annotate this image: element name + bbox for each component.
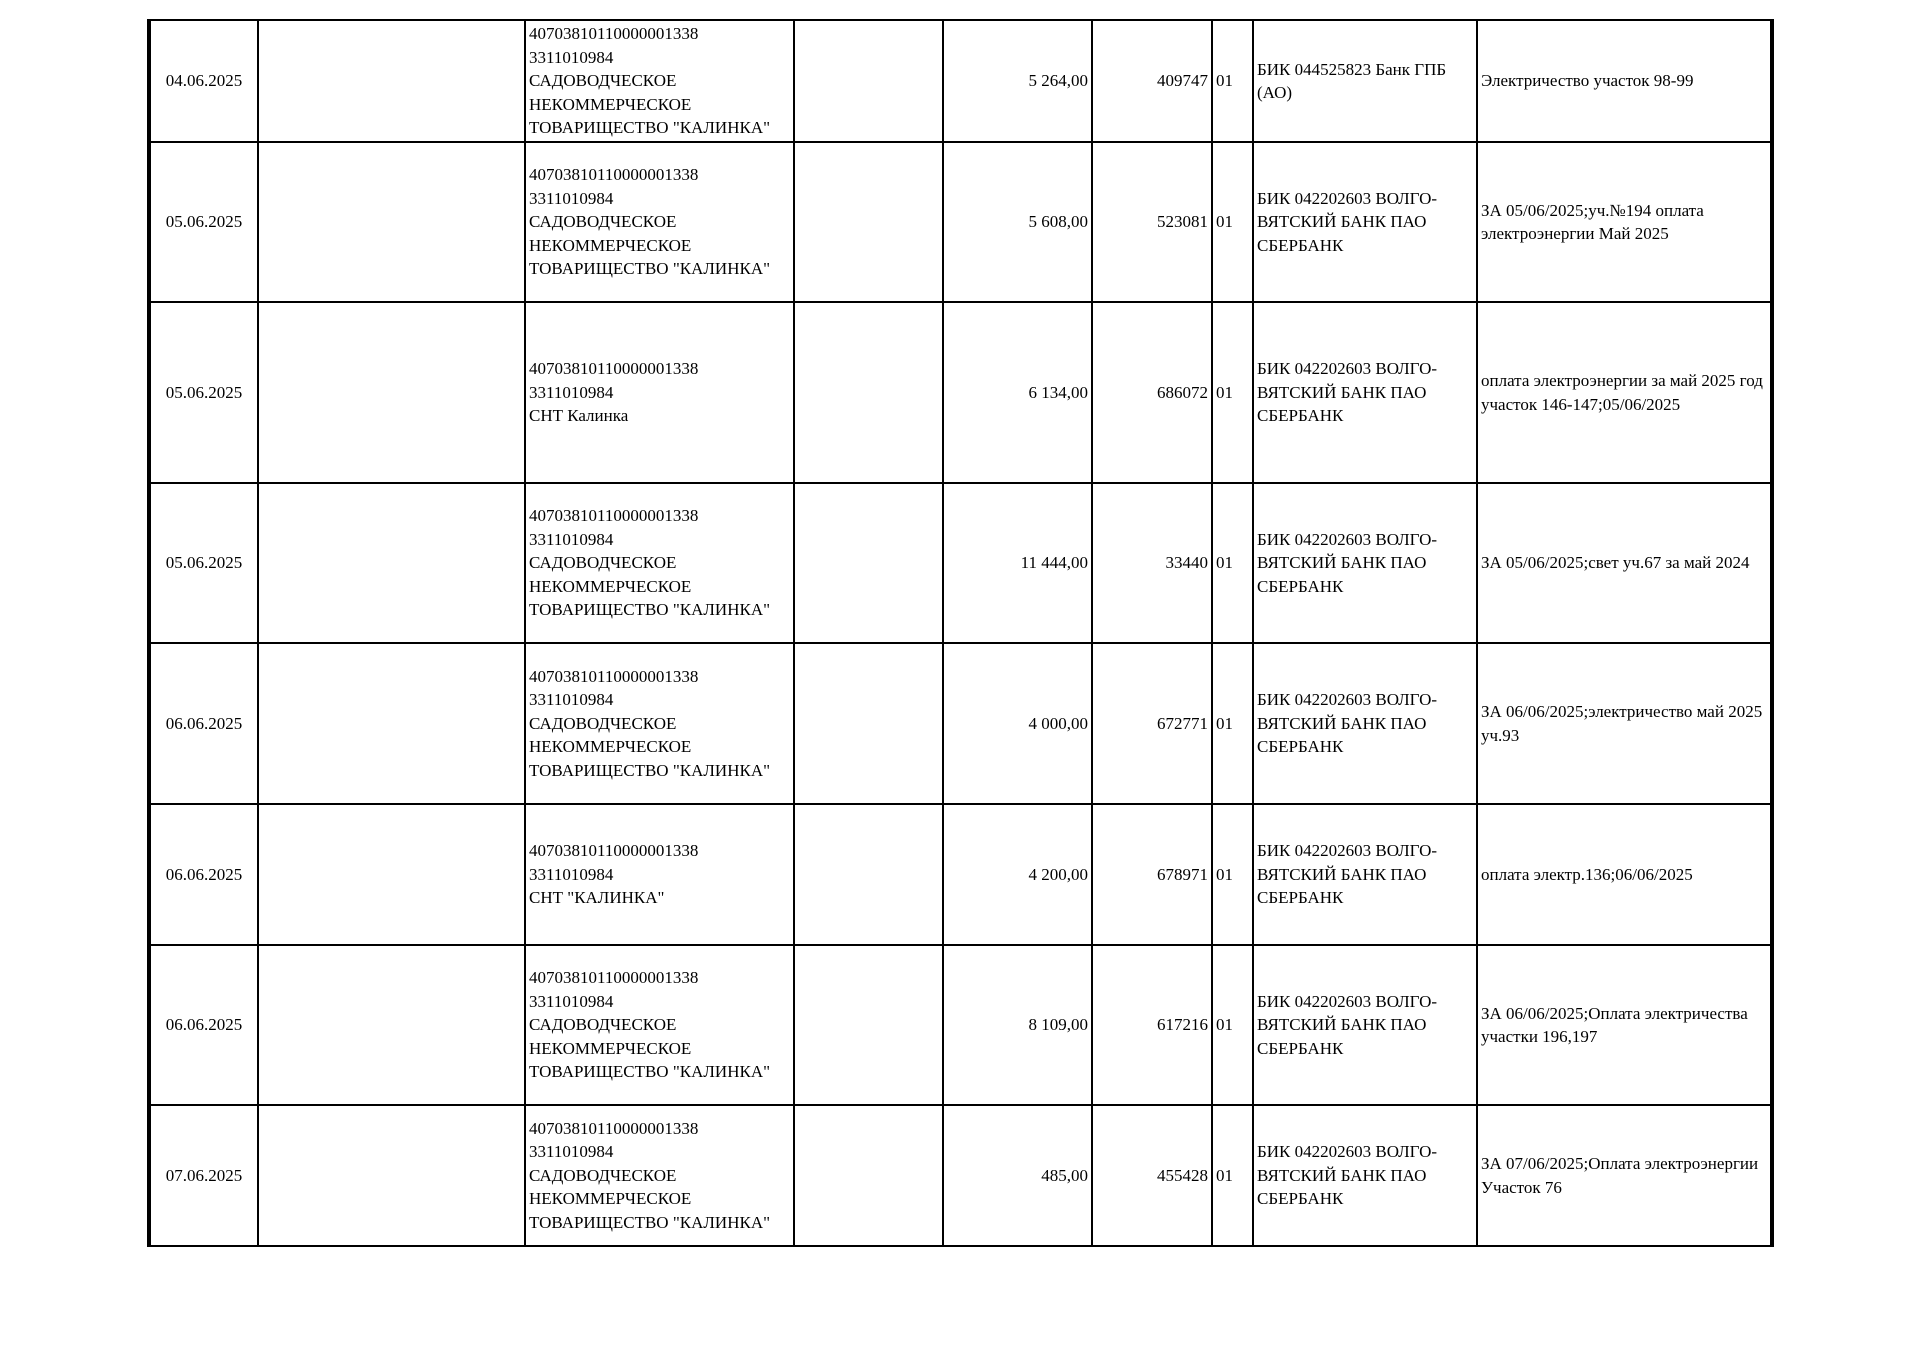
table-row <box>149 804 1772 945</box>
bank-details-cell: БИК 042202603 ВОЛГО-ВЯТСКИЙ БАНК ПАО СБЕРБАНК <box>1253 302 1477 483</box>
payer-details-cell <box>525 142 794 302</box>
amount-cell: 5 608,00 <box>943 142 1092 302</box>
document-number-cell: 672771 <box>1092 643 1212 804</box>
operation-date-cell: 06.06.2025 <box>149 643 258 804</box>
document-number-cell: 523081 <box>1092 142 1212 302</box>
payment-purpose-cell: ЗА 07/06/2025;Оплата электроэнергии Участок 76 <box>1477 1105 1772 1246</box>
bank-details-cell: БИК 042202603 ВОЛГО-ВЯТСКИЙ БАНК ПАО СБЕРБАНК <box>1253 804 1477 945</box>
table-row <box>149 945 1772 1105</box>
payer-detail-line: ТОВАРИЩЕСТВО "КАЛИНКА" <box>529 600 771 620</box>
empty-cell <box>794 302 943 483</box>
payer-detail-line: 3311010984 <box>529 188 614 208</box>
operation-type-cell: 01 <box>1212 302 1253 483</box>
amount-cell: 4 200,00 <box>943 804 1092 945</box>
amount-cell: 4 000,00 <box>943 643 1092 804</box>
payer-detail-line: НЕКОММЕРЧЕСКОЕ <box>529 94 692 114</box>
bank-details-cell: БИК 042202603 ВОЛГО-ВЯТСКИЙ БАНК ПАО СБЕРБАНК <box>1253 945 1477 1105</box>
empty-cell <box>258 804 525 945</box>
bank-details-cell: БИК 042202603 ВОЛГО-ВЯТСКИЙ БАНК ПАО СБЕРБАНК <box>1253 483 1477 643</box>
payer-detail-line: ТОВАРИЩЕСТВО "КАЛИНКА" <box>529 760 771 780</box>
operation-type-cell: 01 <box>1212 1105 1253 1246</box>
payer-detail-line: САДОВОДЧЕСКОЕ <box>529 713 677 733</box>
amount-cell: 5 264,00 <box>943 20 1092 142</box>
payer-details-cell <box>525 945 794 1105</box>
payment-purpose-cell: ЗА 05/06/2025;свет уч.67 за май 2024 <box>1477 483 1772 643</box>
bank-details-cell: БИК 042202603 ВОЛГО-ВЯТСКИЙ БАНК ПАО СБЕРБАНК <box>1253 142 1477 302</box>
payer-detail-line: НЕКОММЕРЧЕСКОЕ <box>529 1189 692 1209</box>
payer-details-cell <box>525 302 794 483</box>
operation-type-cell: 01 <box>1212 804 1253 945</box>
payer-detail-line: НЕКОММЕРЧЕСКОЕ <box>529 737 692 757</box>
payer-detail-line: НЕКОММЕРЧЕСКОЕ <box>529 235 692 255</box>
payer-detail-line: ТОВАРИЩЕСТВО "КАЛИНКА" <box>529 259 771 279</box>
payment-purpose-cell: оплата электроэнергии за май 2025 год участок 146-147;05/06/2025 <box>1477 302 1772 483</box>
amount-cell: 485,00 <box>943 1105 1092 1246</box>
payer-detail-line: 40703810110000001338 <box>529 968 699 988</box>
payer-detail-line: САДОВОДЧЕСКОЕ <box>529 553 677 573</box>
payer-details-cell <box>525 1105 794 1246</box>
operation-type-cell: 01 <box>1212 483 1253 643</box>
empty-cell <box>258 302 525 483</box>
document-number-cell: 409747 <box>1092 20 1212 142</box>
payer-detail-line: 3311010984 <box>529 690 614 710</box>
document-number-cell: 678971 <box>1092 804 1212 945</box>
payment-purpose-cell: ЗА 06/06/2025;электричество май 2025 уч.93 <box>1477 643 1772 804</box>
document-number-cell: 455428 <box>1092 1105 1212 1246</box>
payer-detail-line: САДОВОДЧЕСКОЕ <box>529 71 677 91</box>
payer-detail-line: 40703810110000001338 <box>529 359 699 379</box>
amount-cell: 11 444,00 <box>943 483 1092 643</box>
table-body <box>149 20 1772 1246</box>
payer-detail-line: ТОВАРИЩЕСТВО "КАЛИНКА" <box>529 1062 771 1082</box>
table-row <box>149 643 1772 804</box>
payer-detail-line: ТОВАРИЩЕСТВО "КАЛИНКА" <box>529 1212 771 1232</box>
document-number-cell: 617216 <box>1092 945 1212 1105</box>
empty-cell <box>794 804 943 945</box>
table-row <box>149 142 1772 302</box>
operation-date-cell: 04.06.2025 <box>149 20 258 142</box>
payer-detail-line: СНТ Калинка <box>529 406 629 426</box>
payer-detail-line: 40703810110000001338 <box>529 1118 699 1138</box>
table-row <box>149 1105 1772 1246</box>
document-number-cell: 686072 <box>1092 302 1212 483</box>
table-row <box>149 20 1772 142</box>
empty-cell <box>794 142 943 302</box>
empty-cell <box>794 1105 943 1246</box>
payment-purpose-cell: ЗА 06/06/2025;Оплата электричества участки 196,197 <box>1477 945 1772 1105</box>
operation-type-cell: 01 <box>1212 643 1253 804</box>
table-row <box>149 483 1772 643</box>
operation-date-cell: 07.06.2025 <box>149 1105 258 1246</box>
payments-table <box>147 19 1774 1247</box>
payer-details-cell <box>525 804 794 945</box>
amount-cell: 6 134,00 <box>943 302 1092 483</box>
payer-detail-line: 3311010984 <box>529 1142 614 1162</box>
amount-cell: 8 109,00 <box>943 945 1092 1105</box>
payer-detail-line: 40703810110000001338 <box>529 24 699 44</box>
payer-detail-line: 40703810110000001338 <box>529 165 699 185</box>
operation-date-cell: 06.06.2025 <box>149 945 258 1105</box>
payer-detail-line: ТОВАРИЩЕСТВО "КАЛИНКА" <box>529 118 771 138</box>
payer-detail-line: САДОВОДЧЕСКОЕ <box>529 1165 677 1185</box>
payer-detail-line: 3311010984 <box>529 47 614 67</box>
empty-cell <box>258 945 525 1105</box>
bank-details-cell: БИК 042202603 ВОЛГО-ВЯТСКИЙ БАНК ПАО СБЕРБАНК <box>1253 643 1477 804</box>
empty-cell <box>794 20 943 142</box>
operation-date-cell: 05.06.2025 <box>149 483 258 643</box>
payment-purpose-cell: Электричество участок 98-99 <box>1477 20 1772 142</box>
table-row <box>149 302 1772 483</box>
statement-page <box>147 19 1774 1247</box>
payer-detail-line: НЕКОММЕРЧЕСКОЕ <box>529 576 692 596</box>
payer-details-cell <box>525 483 794 643</box>
operation-type-cell: 01 <box>1212 142 1253 302</box>
payment-purpose-cell: оплата электр.136;06/06/2025 <box>1477 804 1772 945</box>
payment-purpose-cell: ЗА 05/06/2025;уч.№194 оплата электроэнергии Май 2025 <box>1477 142 1772 302</box>
empty-cell <box>794 945 943 1105</box>
empty-cell <box>258 1105 525 1246</box>
payer-detail-line: 3311010984 <box>529 382 614 402</box>
document-number-cell: 33440 <box>1092 483 1212 643</box>
payer-detail-line: 40703810110000001338 <box>529 841 699 861</box>
payer-details-cell <box>525 20 794 142</box>
empty-cell <box>258 20 525 142</box>
payer-detail-line: 3311010984 <box>529 864 614 884</box>
payer-detail-line: 3311010984 <box>529 529 614 549</box>
operation-date-cell: 05.06.2025 <box>149 302 258 483</box>
operation-date-cell: 05.06.2025 <box>149 142 258 302</box>
bank-details-cell: БИК 042202603 ВОЛГО-ВЯТСКИЙ БАНК ПАО СБЕРБАНК <box>1253 1105 1477 1246</box>
empty-cell <box>258 142 525 302</box>
payer-detail-line: САДОВОДЧЕСКОЕ <box>529 1015 677 1035</box>
payer-detail-line: 3311010984 <box>529 991 614 1011</box>
empty-cell <box>258 483 525 643</box>
operation-type-cell: 01 <box>1212 945 1253 1105</box>
payer-details-cell <box>525 643 794 804</box>
payer-detail-line: 40703810110000001338 <box>529 666 699 686</box>
payer-detail-line: САДОВОДЧЕСКОЕ <box>529 212 677 232</box>
payer-detail-line: СНТ "КАЛИНКА" <box>529 888 665 908</box>
payer-detail-line: 40703810110000001338 <box>529 506 699 526</box>
operation-date-cell: 06.06.2025 <box>149 804 258 945</box>
empty-cell <box>794 643 943 804</box>
bank-details-cell: БИК 044525823 Банк ГПБ (АО) <box>1253 20 1477 142</box>
operation-type-cell: 01 <box>1212 20 1253 142</box>
payer-detail-line: НЕКОММЕРЧЕСКОЕ <box>529 1038 692 1058</box>
empty-cell <box>794 483 943 643</box>
empty-cell <box>258 643 525 804</box>
